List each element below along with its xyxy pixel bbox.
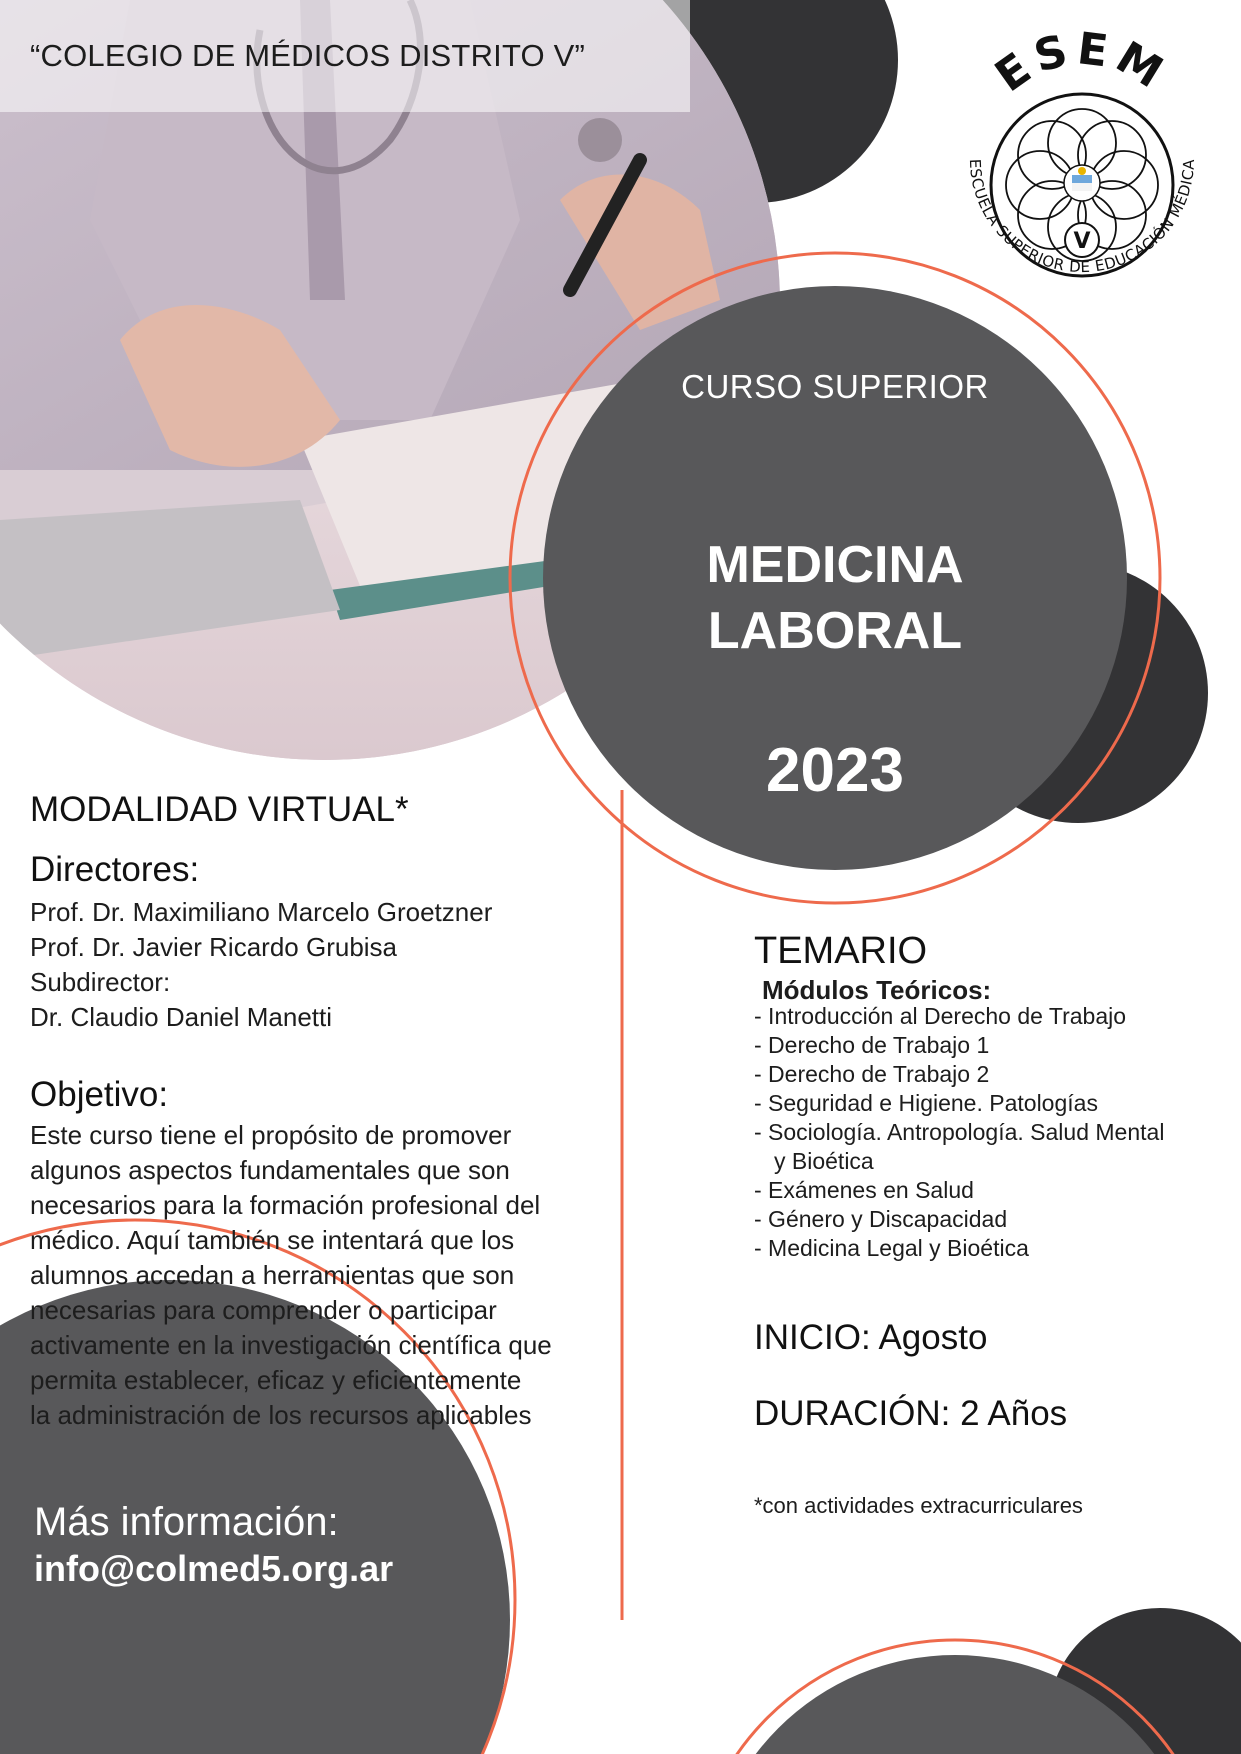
inicio-label: INICIO: Agosto [754,1318,988,1357]
list-item: - Derecho de Trabajo 1 [754,1032,990,1058]
duracion-label: DURACIÓN: 2 Años [754,1394,1068,1433]
objetivo-line: permita establecer, eficaz y eficientemente [30,1365,522,1395]
objetivo-line: alumnos accedan a herramientas que son [30,1260,515,1290]
modulos-subheading: Módulos Teóricos: [762,975,992,1005]
temario-heading: TEMARIO [754,930,928,972]
objetivo-line: médico. Aquí también se intentará que los [30,1225,515,1255]
list-item: - Introducción al Derecho de Trabajo [754,1003,1127,1029]
list-item: y Bioética [774,1148,874,1174]
footnote: *con actividades extracurriculares [754,1493,1083,1518]
list-item: - Derecho de Trabajo 2 [754,1061,990,1087]
course-title-line2: LABORAL [707,602,963,660]
directores-heading: Directores: [30,850,200,889]
list-item: - Sociología. Antropología. Salud Mental [754,1119,1165,1145]
directores-line: Prof. Dr. Javier Ricardo Grubisa [30,932,398,962]
directores-line: Dr. Claudio Daniel Manetti [30,1002,333,1032]
course-subtitle: CURSO SUPERIOR [681,368,989,405]
directores-list [30,895,492,1035]
course-title [650,532,1020,664]
list-item: - Seguridad e Higiene. Patologías [754,1090,1098,1116]
directores-line: Subdirector: [30,967,171,997]
svg-text:ESEM [986,25,1176,102]
objetivo-heading: Objetivo: [30,1075,169,1114]
directores-line: Prof. Dr. Maximiliano Marcelo Groetzner [30,897,493,927]
objetivo-text [30,1118,552,1433]
objetivo-line: necesarios para la formación profesional del [30,1190,541,1220]
objetivo-line: activamente en la investigación científica que [30,1330,552,1360]
objetivo-line: la administración de los recursos aplicables [30,1400,532,1430]
logo-arc-text: ESCUELA SUPERIOR DE EDUCACIÓN MÉDICA [965,158,1199,277]
objetivo-line: necesarias para comprender o participar [30,1295,497,1325]
course-year: 2023 [766,736,904,805]
objetivo-line: Este curso tiene el propósito de promover [30,1120,512,1150]
course-title-line1: MEDICINA [706,536,964,594]
more-info-label: Más información: [34,1500,339,1544]
institution-banner: “COLEGIO DE MÉDICOS DISTRITO V” [30,38,586,73]
objetivo-line: algunos aspectos fundamentales que son [30,1155,510,1185]
list-item: - Medicina Legal y Bioética [754,1235,1029,1261]
contact-email[interactable]: info@colmed5.org.ar [34,1548,394,1589]
temario-list [754,1002,1164,1263]
logo-district: V [1073,229,1091,254]
list-item: - Exámenes en Salud [754,1177,974,1203]
esem-logo [948,25,1216,315]
modalidad-heading: MODALIDAD VIRTUAL* [30,790,409,829]
list-item: - Género y Discapacidad [754,1206,1008,1232]
logo-acronym: ESEM [986,25,1177,103]
